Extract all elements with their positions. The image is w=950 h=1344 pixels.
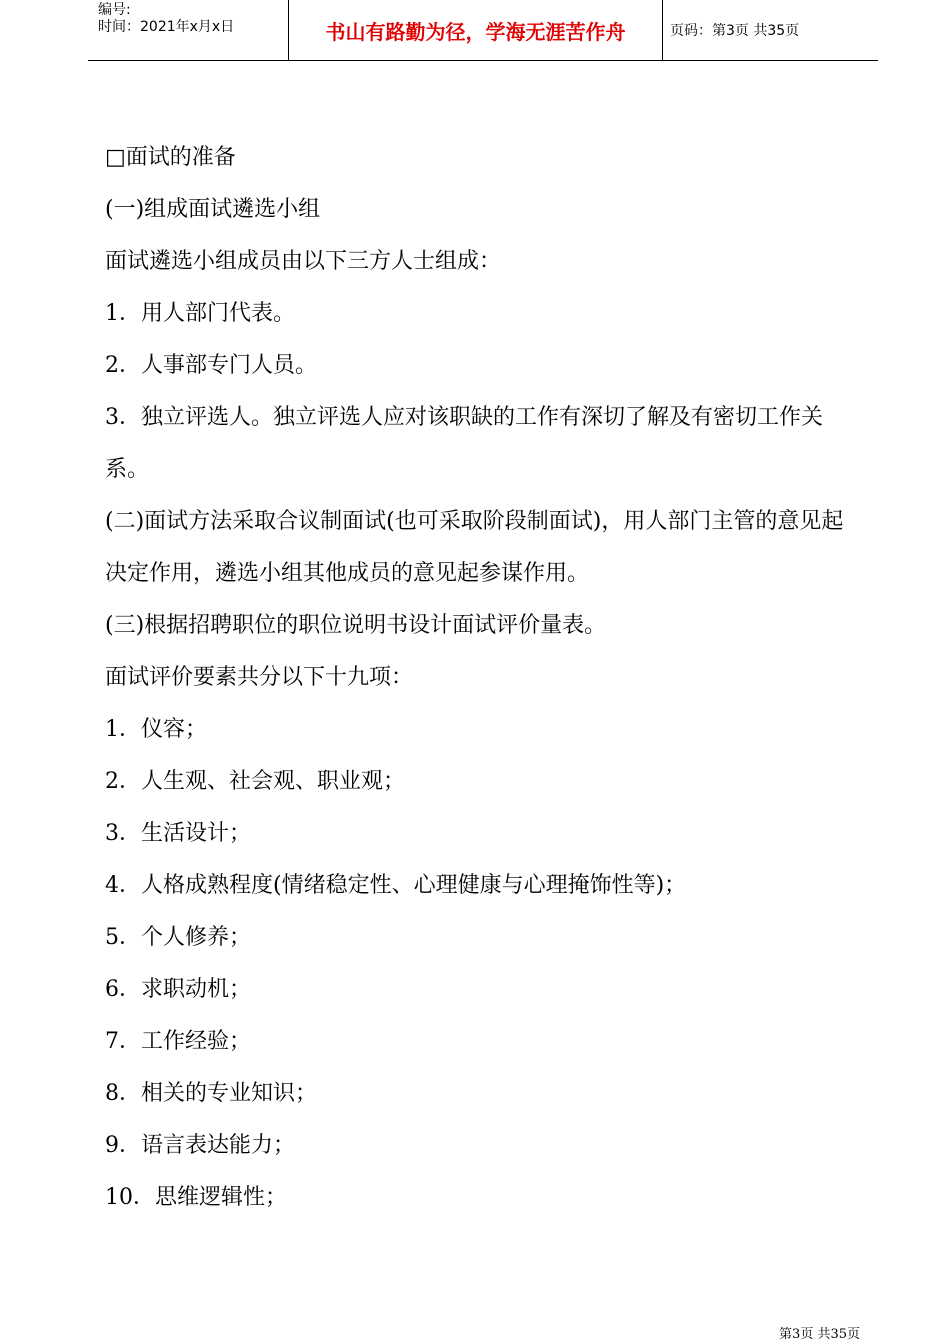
list-item: 6．求职动机；	[105, 977, 251, 1002]
list-item: 1．用人部门代表。	[105, 301, 295, 326]
document-body	[105, 132, 865, 1224]
page-footer: 第3页 共35页	[779, 1327, 860, 1342]
section-heading: □面试的准备	[105, 145, 236, 170]
page-header	[88, 0, 878, 61]
list-item: 8．相关的专业知识；	[105, 1081, 317, 1106]
header-motto: 书山有路勤为径，学海无涯苦作舟	[325, 19, 626, 44]
header-divider	[662, 0, 663, 60]
list-item: 10．思维逻辑性；	[105, 1185, 287, 1210]
paragraph: 面试遴选小组成员由以下三方人士组成：	[105, 249, 502, 274]
list-item: 4．人格成熟程度(情绪稳定性、心理健康与心理掩饰性等)；	[105, 873, 687, 898]
document-number-label: 编号:	[98, 2, 131, 18]
subsection-heading: (三)根据招聘职位的职位说明书设计面试评价量表。	[105, 613, 607, 638]
list-item: 3．生活设计；	[105, 821, 251, 846]
list-item: 1．仪容；	[105, 717, 207, 742]
subsection-heading: (一)组成面试遴选小组	[105, 197, 321, 222]
list-item: 7．工作经验；	[105, 1029, 251, 1054]
document-date: 时间：2021年x月x日	[98, 19, 235, 35]
list-item: 2．人生观、社会观、职业观；	[105, 769, 405, 794]
paragraph: 面试评价要素共分以下十九项：	[105, 665, 414, 690]
list-item: 2．人事部专门人员。	[105, 353, 317, 378]
list-item: 9．语言表达能力；	[105, 1133, 295, 1158]
header-meta	[98, 2, 288, 36]
list-item: 5．个人修养；	[105, 925, 251, 950]
paragraph: (二)面试方法采取合议制面试(也可采取阶段制面试)，用人部门主管的意见起决定作用，遴选小组其他成员的意见起参谋作用。	[105, 509, 844, 586]
list-item: 3．独立评选人。独立评选人应对该职缺的工作有深切了解及有密切工作关系。	[105, 405, 823, 482]
header-page-info: 页码：第3页 共35页	[670, 23, 800, 39]
